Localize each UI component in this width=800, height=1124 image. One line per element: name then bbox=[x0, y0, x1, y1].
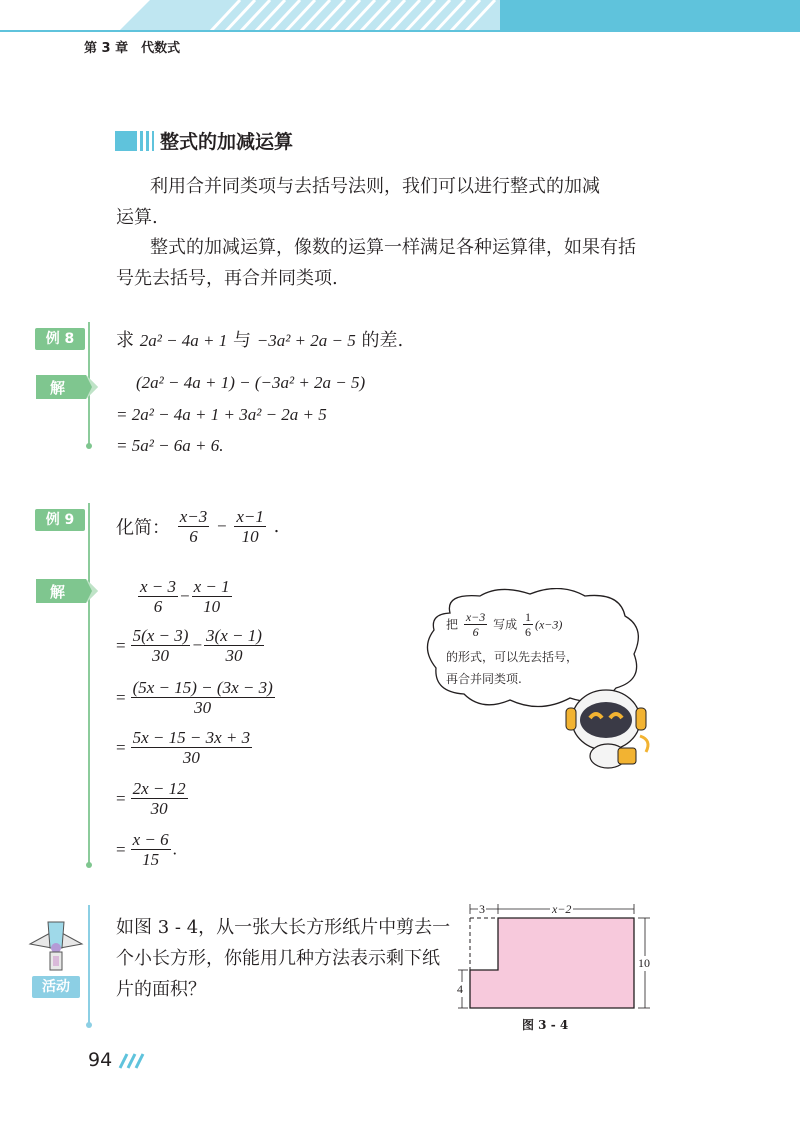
dim-label-right: 10 bbox=[638, 956, 650, 970]
step-operator: − bbox=[192, 635, 203, 655]
paragraph-1-cont: 运算. bbox=[116, 207, 158, 228]
header-stripe bbox=[0, 0, 800, 32]
example-9-prompt-label: 化简： bbox=[116, 517, 170, 539]
figure-3-4 bbox=[440, 898, 670, 1022]
solution-arrow-icon bbox=[36, 579, 104, 603]
bubble-line-2: 的形式，可以先去括号， bbox=[446, 650, 579, 664]
example-8-expr-2: −3a² + 2a − 5 bbox=[256, 331, 356, 350]
example-9-prompt: 化简： $\frac{x-3}{6}$ − $\frac{x-1}{10}$ . bbox=[116, 507, 280, 546]
figure-caption: 图 3 - 4 bbox=[522, 1018, 569, 1032]
step-fraction: $\frac{x - 6}{15}$ bbox=[132, 830, 169, 869]
activity-rule-end bbox=[86, 1022, 92, 1028]
rocket-icon bbox=[26, 918, 86, 976]
example-9-step bbox=[116, 728, 254, 767]
solution-arrow-icon bbox=[36, 375, 104, 399]
paragraph-1: 利用合并同类项与去括号法则，我们可以进行整式的加减 bbox=[150, 176, 600, 197]
step-fraction: $\frac{5(x - 3)}{30}$ bbox=[132, 626, 189, 665]
page-number: 94 bbox=[88, 1049, 148, 1071]
step-equals: = bbox=[116, 635, 126, 655]
example-9-solution-tag bbox=[36, 579, 104, 607]
activity-line-1: 如图 3 - 4，从一张大长方形纸片中剪去一 bbox=[116, 917, 451, 938]
example-9-tag: 例 9 bbox=[35, 509, 85, 531]
header-rule bbox=[0, 30, 800, 32]
step-fraction: $\frac{3(x - 1)}{30}$ bbox=[206, 626, 262, 665]
page-number-slashes-icon bbox=[118, 1053, 148, 1069]
step-fraction: $\frac{5x - 15 - 3x + 3}{30}$ bbox=[132, 728, 251, 767]
activity-icon bbox=[26, 918, 86, 980]
step-operator: − bbox=[180, 586, 190, 606]
robot-mascot bbox=[560, 680, 660, 774]
example-8-line-1: (2a² − 4a + 1) − (−3a² + 2a − 5) bbox=[136, 373, 366, 392]
step-fraction: $\frac{x - 1}{10}$ bbox=[193, 577, 230, 616]
prompt-fraction-2: $\frac{x-1}{10}$ bbox=[236, 507, 264, 546]
step-fraction: $\frac{2x - 12}{30}$ bbox=[132, 779, 186, 818]
paragraph-2-cont: 号先去括号，再合并同类项. bbox=[116, 268, 338, 289]
example-8-prompt-post: 的差. bbox=[355, 330, 404, 351]
step-end: . bbox=[172, 839, 177, 859]
remaining-paper-shape bbox=[470, 918, 634, 1008]
paragraph-2: 整式的加减运算，像数的运算一样满足各种运算律，如果有括 bbox=[150, 237, 636, 258]
step-fraction: $\frac{x - 3}{6}$ bbox=[140, 577, 177, 616]
header-pattern bbox=[0, 0, 800, 32]
example-9-rule-end bbox=[86, 862, 92, 868]
robot-icon bbox=[560, 680, 660, 770]
example-9-step bbox=[116, 779, 190, 818]
example-8-prompt bbox=[116, 326, 403, 352]
dim-label-top-small: 3 bbox=[479, 902, 485, 916]
solution-label: 解 bbox=[50, 379, 66, 397]
step-equals: = bbox=[116, 737, 126, 757]
solution-label: 解 bbox=[50, 583, 66, 601]
activity-tag: 活动 bbox=[32, 976, 80, 998]
example-9-step bbox=[136, 577, 234, 616]
example-8-tag: 例 8 bbox=[35, 328, 85, 350]
dim-label-left: 4 bbox=[457, 982, 463, 996]
example-8-expr-1: 2a² − 4a + 1 bbox=[139, 331, 228, 350]
example-9-step bbox=[116, 678, 277, 717]
step-equals: = bbox=[116, 687, 126, 707]
example-8-prompt-mid: 与 bbox=[227, 330, 257, 351]
dim-label-top-large: x−2 bbox=[552, 902, 572, 916]
bubble-line-1: 把 $\frac{x-3}{6}$ 写成 $\frac{1}{6}$ (x−3) bbox=[446, 610, 563, 639]
example-8-line-3: = 5a² − 6a + 6. bbox=[116, 436, 224, 455]
example-8-solution-tag bbox=[36, 375, 104, 403]
chapter-title: 第 3 章 代数式 bbox=[84, 41, 181, 56]
step-fraction: $\frac{(5x - 15) - (3x - 3)}{30}$ bbox=[132, 678, 273, 717]
example-8-prompt-pre: 求 bbox=[116, 330, 140, 351]
prompt-fraction-1: $\frac{x-3}{6}$ bbox=[179, 507, 208, 546]
example-9-rule bbox=[88, 503, 90, 865]
bubble-fraction: $\frac{x-3}{6}$ bbox=[465, 610, 486, 639]
example-8-rule-end bbox=[86, 443, 92, 449]
activity-rule bbox=[88, 905, 90, 1025]
step-equals: = bbox=[116, 788, 126, 808]
section-title: 整式的加减运算 bbox=[160, 131, 294, 153]
example-9-step bbox=[116, 626, 266, 665]
bubble-coefficient: $\frac{1}{6}$ bbox=[524, 610, 531, 639]
step-equals: = bbox=[116, 839, 126, 859]
activity-line-3: 片的面积？ bbox=[116, 979, 206, 1000]
example-9-step bbox=[116, 830, 177, 869]
activity-line-2: 个小长方形，你能用几种方法表示剩下纸 bbox=[116, 948, 440, 969]
section-title-marker bbox=[115, 131, 155, 155]
bubble-line-3: 再合并同类项. bbox=[446, 672, 522, 686]
example-8-line-2: = 2a² − 4a + 1 + 3a² − 2a + 5 bbox=[116, 405, 327, 424]
